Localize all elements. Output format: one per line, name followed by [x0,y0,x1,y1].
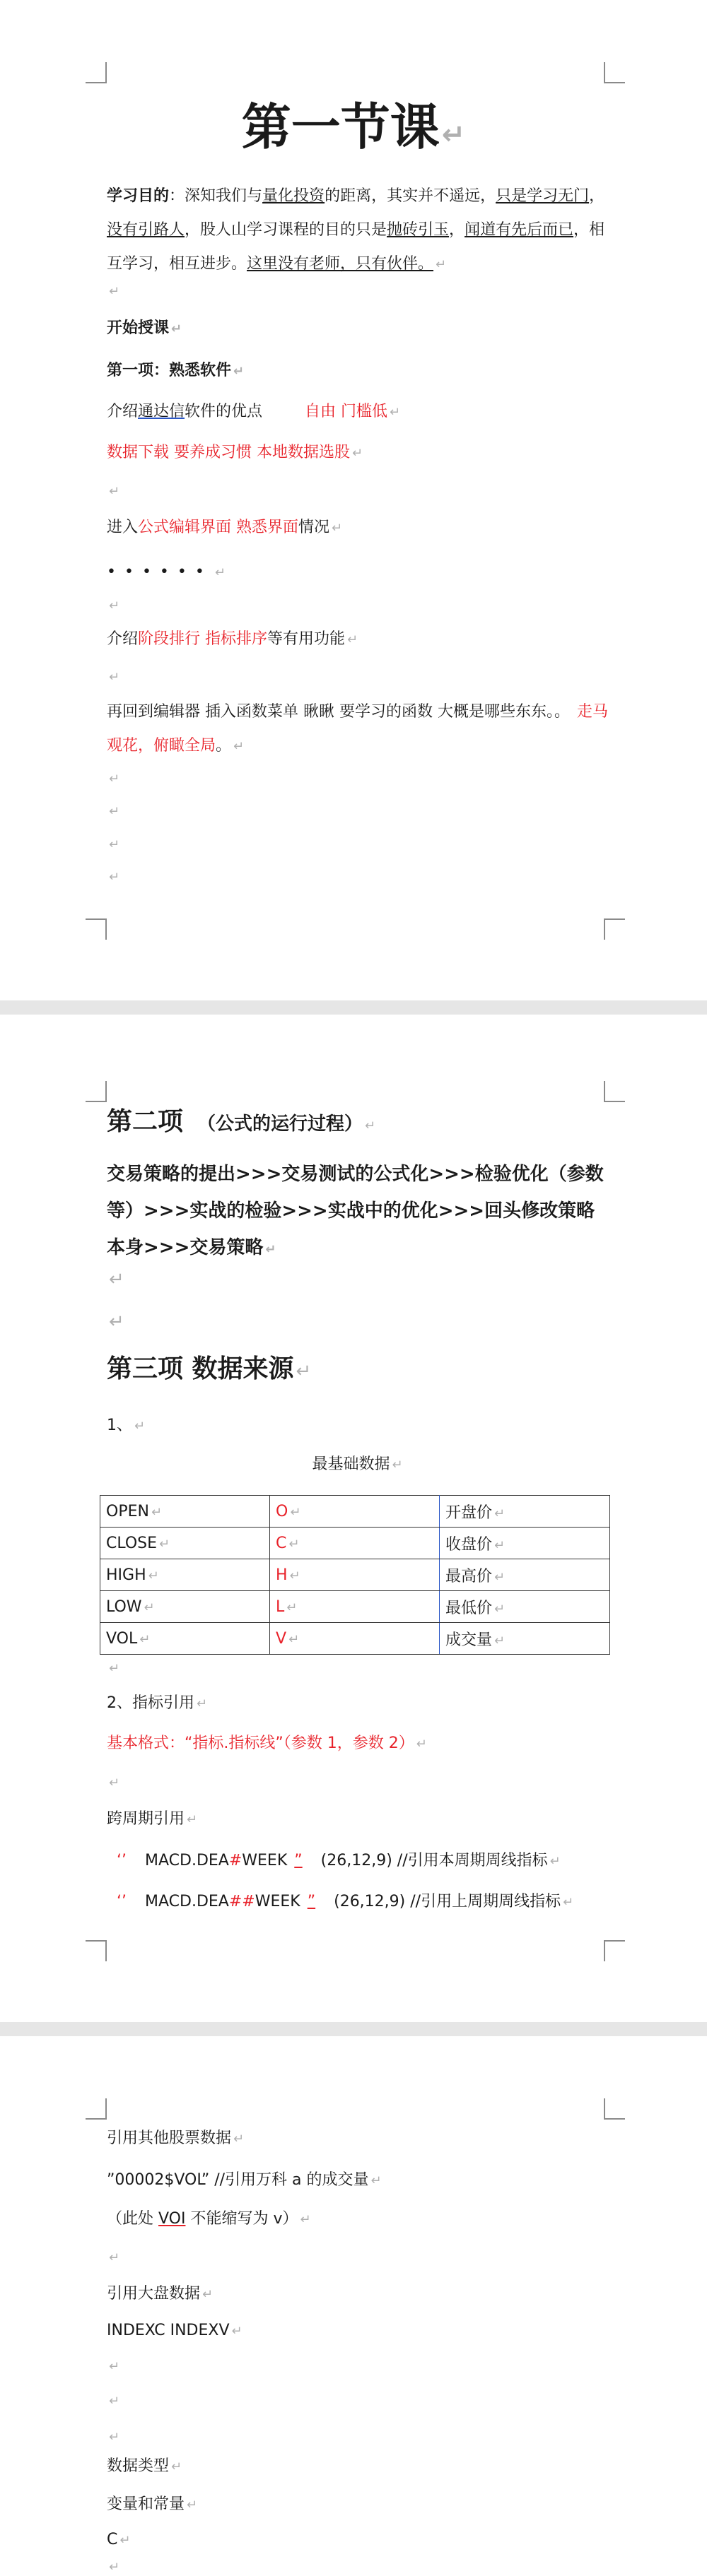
short-name-cell: C ↵ [270,1528,440,1559]
paragraph-mark-icon: ↵ [288,1536,300,1552]
empty-paragraph [107,1772,608,1794]
paragraph-mark-icon: ↵ [151,1504,163,1520]
meaning-cell: 开盘价 ↵ [440,1496,610,1528]
return-editor-paragraph: 再回到编辑器 插入函数菜单 瞅瞅 要学习的函数 大概是哪些东东。。 走马观花，俯瞰全局。 ↵ [107,703,609,755]
paragraph-mark-icon: ↵ [416,1737,427,1751]
crop-mark-top-left [86,62,107,83]
variables-heading: 变量和常量 ↵ [107,2495,198,2513]
paragraph-mark-icon: ↵ [233,2132,245,2146]
crop-mark-top-right [604,1081,625,1102]
paragraph-mark-icon: ↵ [171,2459,182,2474]
item-2-heading: 第二项 （公式的运行过程） ↵ [107,1107,376,1136]
paragraph-mark-icon: ↵ [109,2560,120,2575]
paragraph-mark-icon: ↵ [109,2394,120,2409]
market-data-heading: 引用大盘数据 ↵ [107,2285,214,2303]
crop-mark-bottom-left [86,1940,107,1961]
dots-line: •••••• ↵ [107,563,226,581]
paragraph-mark-icon: ↵ [197,1696,208,1711]
section-start: 开始授课 ↵ [107,319,182,337]
short-name-cell: V ↵ [270,1623,440,1655]
paragraph-mark-icon: ↵ [332,521,343,536]
index-line: INDEXC INDEXV ↵ [107,2322,243,2339]
empty-paragraph [107,768,608,790]
paragraph-mark-icon: ↵ [441,119,466,151]
empty-paragraph [107,800,608,822]
paragraph-mark-icon: ↵ [290,1504,301,1520]
paragraph-mark-icon: ↵ [109,870,120,885]
empty-paragraph [107,834,608,856]
paragraph-mark-icon: ↵ [494,1569,506,1585]
page-3 [0,2036,707,2576]
list-number-2: 2、指标引用 ↵ [107,1694,208,1712]
intro-features-line: 介绍阶段排行 指标排序等有用功能 ↵ [107,630,358,648]
paragraph-mark-icon: ↵ [109,837,120,852]
paragraph-mark-icon: ↵ [187,2498,198,2512]
paragraph-mark-icon: ↵ [494,1506,506,1521]
paragraph-mark-icon: ↵ [171,321,182,336]
paragraph-mark-icon: ↵ [233,364,245,379]
paragraph-mark-icon: ↵ [233,739,245,754]
cross-period-heading: 跨周期引用 ↵ [107,1810,198,1828]
meaning-cell: 收盘价 ↵ [440,1528,610,1559]
paragraph-mark-icon: ↵ [109,2359,120,2374]
purpose-paragraph: 学习目的：深知我们与量化投资的距离，其实并不遥远，只是学习无门，没有引路人，股人山学习课程的目的只是抛砖引玉，闻道有先后而已，相互学习，相互进步。这里没有老师，只有伙伴。 ↵ [107,187,605,273]
empty-paragraph [107,1269,608,1292]
empty-paragraph [107,2556,608,2576]
table-row [100,1623,610,1655]
other-stock-code-line: ”00002$VOL” //引用万科 a 的成交量 ↵ [107,2171,382,2189]
data-download-line: 数据下载 要养成习惯 本地数据选股 ↵ [107,444,363,461]
paragraph-mark-icon: ↵ [289,1568,300,1583]
field-name-cell: CLOSE ↵ [100,1528,270,1559]
paragraph-mark-icon: ↵ [300,2212,311,2227]
field-name-cell: OPEN ↵ [100,1496,270,1528]
paragraph-mark-icon: ↵ [436,257,447,272]
paragraph-mark-icon: ↵ [109,1776,120,1790]
paragraph-mark-icon: ↵ [109,2430,120,2445]
empty-paragraph [107,1311,608,1334]
meaning-cell: 最低价 ↵ [440,1591,610,1623]
table-row [100,1528,610,1559]
paragraph-mark-icon: ↵ [286,1600,298,1615]
table-row [100,1496,610,1528]
paragraph-mark-icon: ↵ [109,598,120,613]
paragraph-mark-icon: ↵ [144,1600,155,1615]
crop-mark-top-right [604,2098,625,2120]
page-title: 第一节课↵ [241,98,466,156]
list-number-1: 1、 ↵ [107,1417,146,1434]
paragraph-mark-icon: ↵ [563,1895,574,1910]
paragraph-mark-icon: ↵ [109,1311,124,1333]
crop-mark-top-left [86,1081,107,1102]
short-name-cell: L ↵ [270,1591,440,1623]
empty-paragraph [107,2390,608,2412]
empty-paragraph [107,280,608,302]
paragraph-mark-icon: ↵ [288,1631,300,1647]
short-name-cell: H ↵ [270,1559,440,1591]
paragraph-mark-icon: ↵ [119,2533,131,2548]
note-line: （此处 VOI 不能缩写为 v） ↵ [107,2210,311,2228]
page-1 [0,0,707,1000]
paragraph-mark-icon: ↵ [494,1601,506,1617]
crop-mark-bottom-right [604,918,625,940]
paragraph-mark-icon: ↵ [134,1419,146,1434]
paragraph-mark-icon: ↵ [109,804,120,819]
paragraph-mark-icon: ↵ [139,1631,151,1647]
crop-mark-bottom-left [86,918,107,940]
empty-paragraph [107,2247,608,2269]
meaning-cell: 最高价 ↵ [440,1559,610,1591]
enter-editor-line: 进入公式编辑界面 熟悉界面情况 ↵ [107,519,343,536]
basic-data-table [100,1495,610,1655]
paragraph-mark-icon: ↵ [296,1361,312,1382]
table-caption: 最基础数据 ↵ [312,1455,403,1473]
field-name-cell: HIGH ↵ [100,1559,270,1591]
paragraph-mark-icon: ↵ [347,632,358,647]
empty-paragraph [107,666,608,688]
paragraph-mark-icon: ↵ [352,446,363,461]
empty-paragraph [107,1658,608,1679]
paragraph-mark-icon: ↵ [231,2324,243,2339]
paragraph-mark-icon: ↵ [109,1661,120,1676]
paragraph-mark-icon: ↵ [390,405,401,420]
paragraph-mark-icon: ↵ [109,2250,120,2265]
field-name-cell: VOL ↵ [100,1623,270,1655]
empty-paragraph [107,2356,608,2377]
paragraph-mark-icon: ↵ [370,2173,382,2188]
empty-paragraph [107,480,608,502]
paragraph-mark-icon: ↵ [365,1118,376,1133]
paragraph-mark-icon: ↵ [109,772,120,786]
c-line: C ↵ [107,2531,131,2548]
short-name-cell: O ↵ [270,1496,440,1528]
paragraph-mark-icon: ↵ [109,284,120,299]
paragraph-mark-icon: ↵ [187,1812,198,1827]
basic-format-line: 基本格式：“指标.指标线”（参数 1，参数 2） ↵ [107,1735,427,1752]
empty-paragraph [107,595,608,617]
paragraph-mark-icon: ↵ [494,1537,506,1553]
item-1-heading: 第一项：熟悉软件 ↵ [107,362,245,379]
paragraph-mark-icon: ↵ [109,1269,124,1290]
paragraph-mark-icon: ↵ [109,670,120,685]
meaning-cell: 成交量 ↵ [440,1623,610,1655]
empty-paragraph [107,2426,608,2448]
paragraph-mark-icon: ↵ [109,484,120,499]
macd-week-line: ‘’ MACD.DEA#WEEK ” (26,12,9) //引用本周期周线指标 ↵ [117,1852,561,1869]
page-2 [0,1015,707,2022]
paragraph-mark-icon: ↵ [549,1854,561,1869]
paragraph-mark-icon: ↵ [214,565,226,580]
empty-paragraph [107,866,608,888]
crop-mark-bottom-right [604,1940,625,1961]
data-type-heading: 数据类型 ↵ [107,2457,182,2475]
strategy-flow: 交易策略的提出>>>交易测试的公式化>>>检验优化（参数等）>>>实战的检验>>>实战中的优化>>>回头修改策略本身>>>交易策略 ↵ [107,1164,604,1258]
table-row [100,1591,610,1623]
paragraph-mark-icon: ↵ [159,1536,170,1552]
paragraph-mark-icon: ↵ [494,1633,506,1648]
field-name-cell: LOW ↵ [100,1591,270,1623]
paragraph-mark-icon: ↵ [202,2287,214,2302]
paragraph-mark-icon: ↵ [265,1242,276,1257]
crop-mark-top-left [86,2098,107,2120]
paragraph-mark-icon: ↵ [148,1568,159,1583]
intro-line: 介绍通达信软件的优点 自由 门槛低 ↵ [107,403,401,420]
macd-prev-week-line: ‘’ MACD.DEA##WEEK ” (26,12,9) //引用上周期周线指标 ↵ [117,1893,574,1910]
item-3-heading: 第三项 数据来源 ↵ [107,1354,312,1383]
other-stock-heading: 引用其他股票数据 ↵ [107,2129,245,2147]
table-row [100,1559,610,1591]
crop-mark-top-right [604,62,625,83]
paragraph-mark-icon: ↵ [392,1458,403,1472]
